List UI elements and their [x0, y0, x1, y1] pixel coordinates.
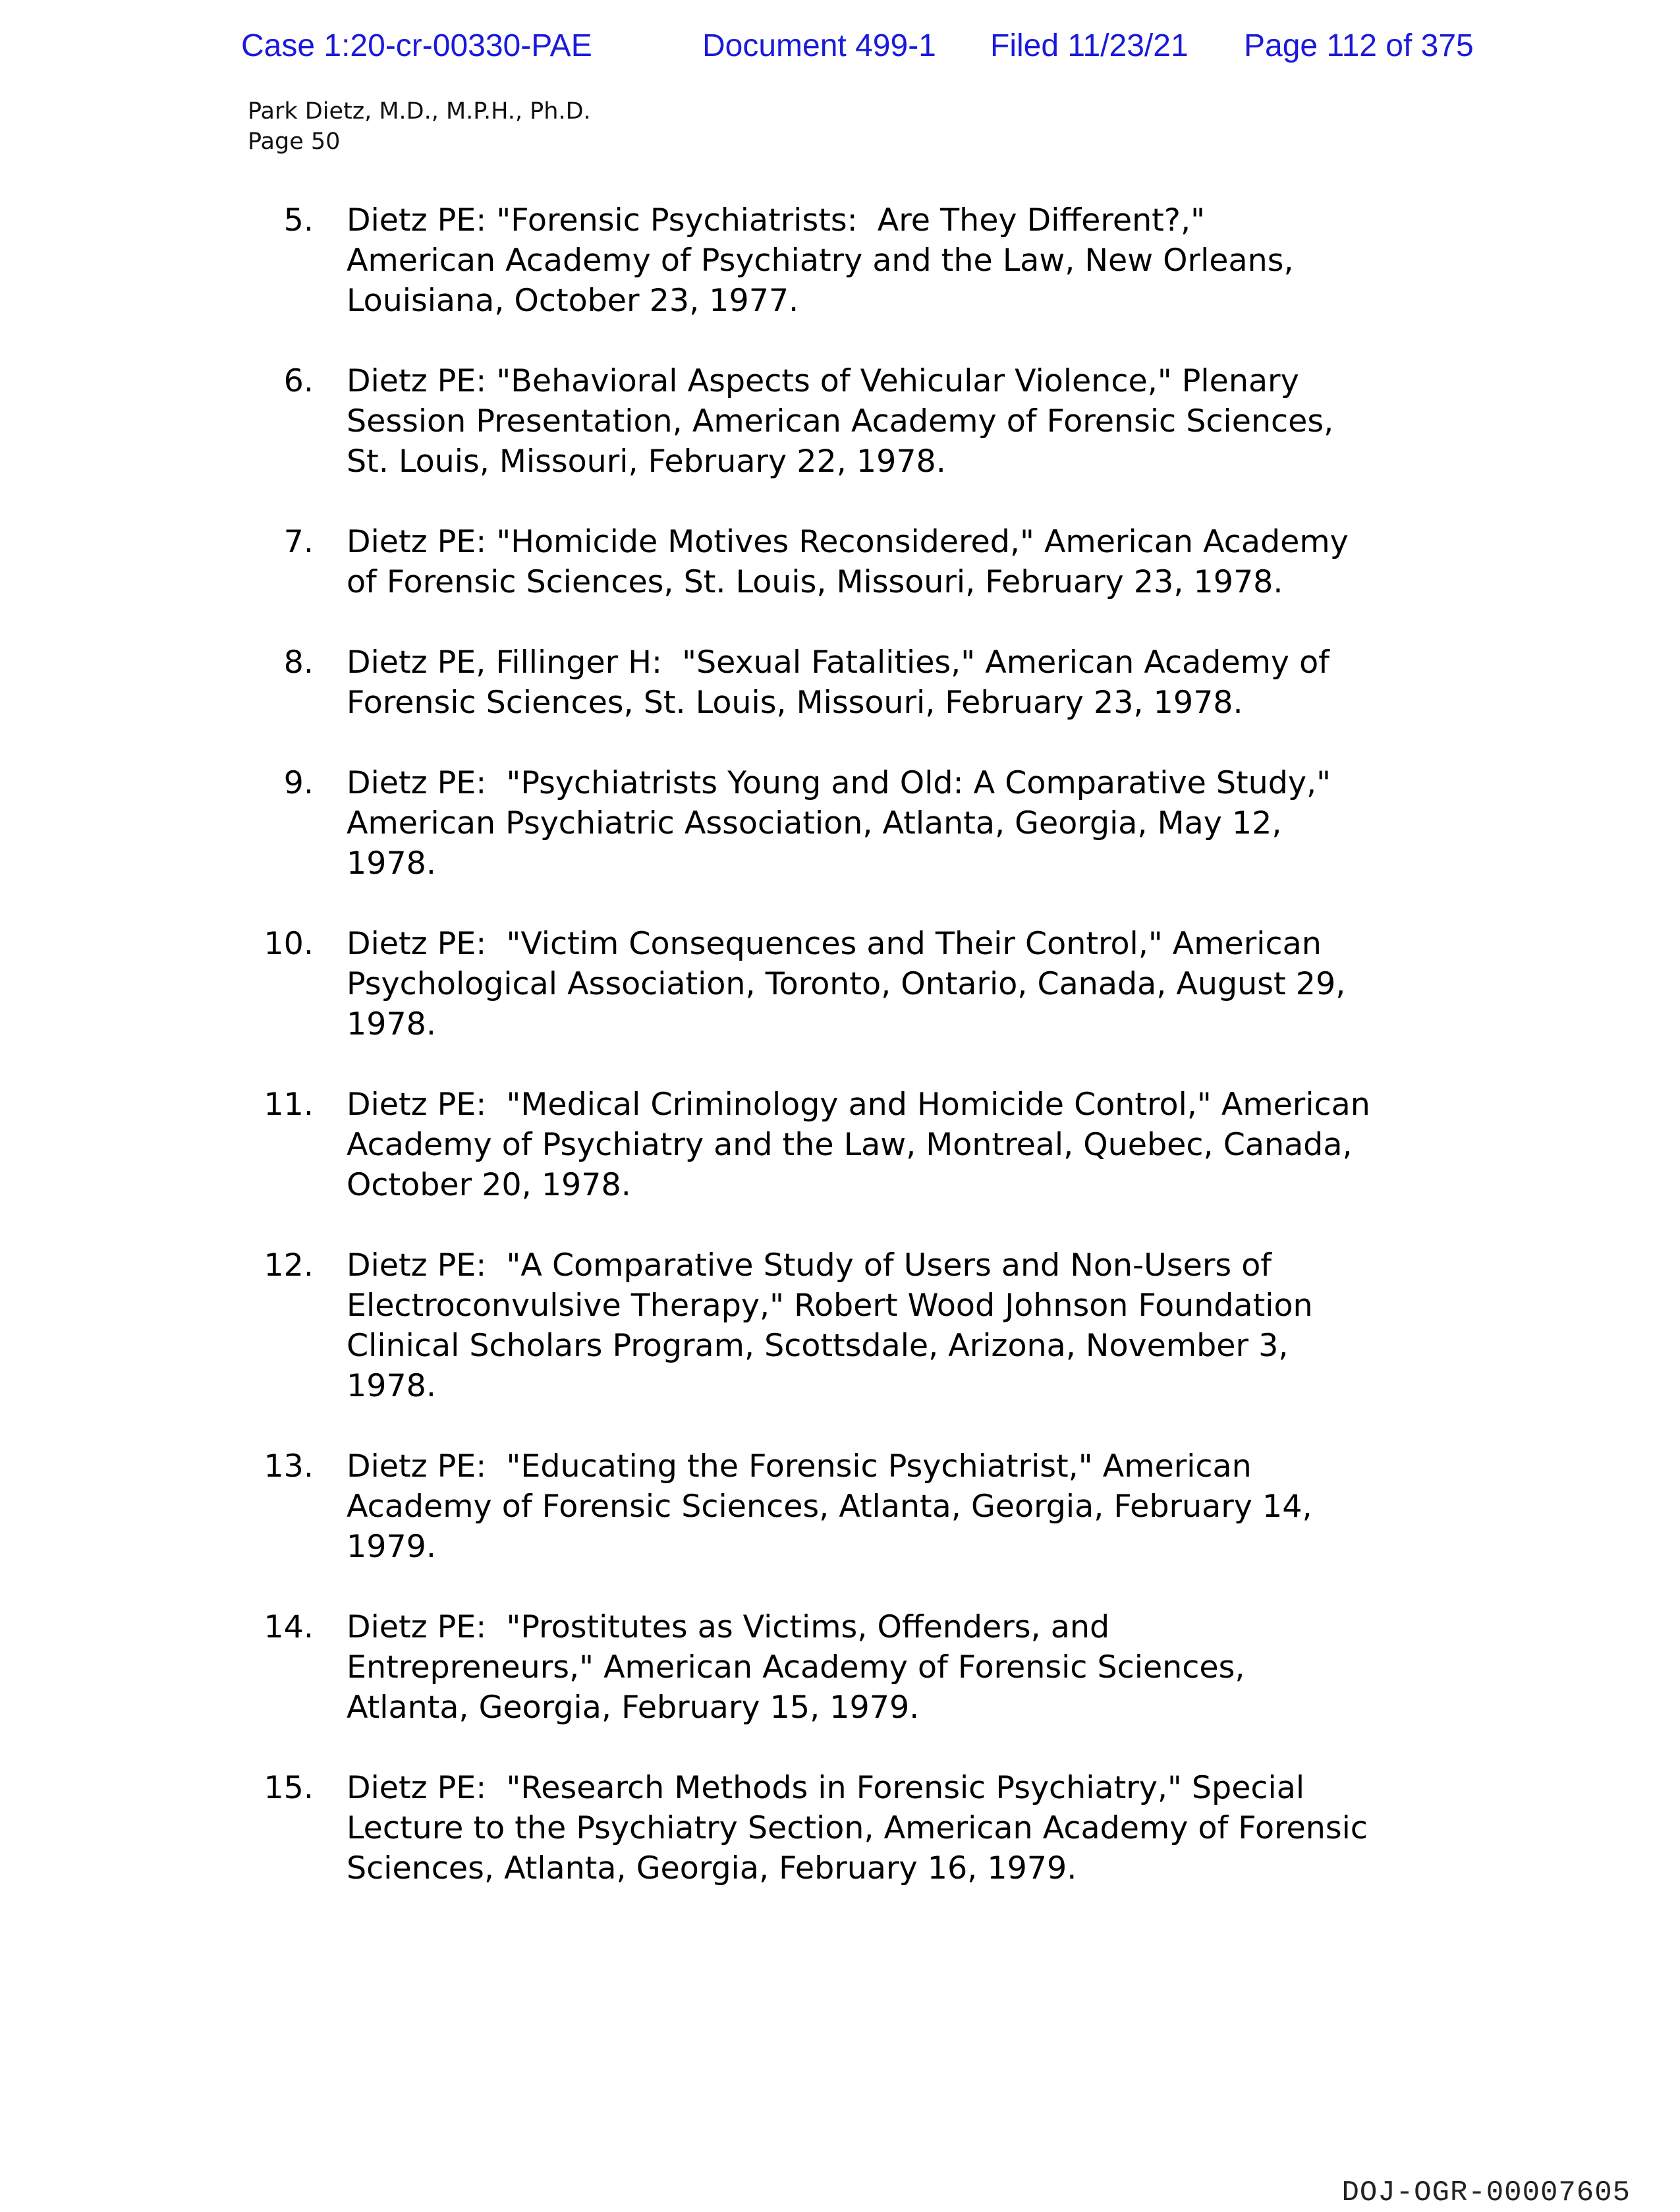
filed-date: Filed 11/23/21: [990, 28, 1189, 63]
citation-line: Clinical Scholars Program, Scottsdale, Arizona, November 3,: [347, 1328, 1289, 1364]
citation-line: American Psychiatric Association, Atlanta, Georgia, May 12,: [347, 805, 1282, 841]
running-head: [248, 96, 591, 157]
item-citation: [347, 1607, 1245, 1728]
citation-line: Entrepreneurs," American Academy of Forensic Sciences,: [347, 1649, 1245, 1686]
item-citation: [347, 200, 1294, 321]
citation-line: of Forensic Sciences, St. Louis, Missouri, February 23, 1978.: [347, 564, 1283, 600]
citation-line: Lecture to the Psychiatry Section, American Academy of Forensic: [347, 1810, 1368, 1846]
list-item: [0, 1446, 1680, 1567]
item-citation: [347, 1446, 1312, 1567]
citation-line: October 20, 1978.: [347, 1167, 631, 1203]
item-citation: [347, 642, 1330, 723]
list-item: [0, 1245, 1680, 1406]
citation-line: Dietz PE: "Forensic Psychiatrists: Are They Different?,": [347, 202, 1205, 239]
item-number: 5.: [283, 202, 314, 239]
list-item: [0, 1085, 1680, 1205]
citation-line: Electroconvulsive Therapy," Robert Wood Johnson Foundation: [347, 1288, 1313, 1324]
citation-line: Forensic Sciences, St. Louis, Missouri, February 23, 1978.: [347, 685, 1243, 721]
citation-line: Atlanta, Georgia, February 15, 1979.: [347, 1689, 920, 1726]
citation-line: Dietz PE: "Research Methods in Forensic Psychiatry," Special: [347, 1770, 1305, 1806]
citation-line: 1978.: [347, 1368, 436, 1404]
citation-line: 1979.: [347, 1529, 436, 1565]
citation-line: Dietz PE: "Educating the Forensic Psychiatrist," American: [347, 1448, 1252, 1485]
list-item: [0, 200, 1680, 321]
item-number: 14.: [264, 1609, 314, 1645]
citation-line: Dietz PE: "Homicide Motives Reconsidered," American Academy: [347, 524, 1349, 560]
item-number: 7.: [283, 524, 314, 560]
citation-line: 1978.: [347, 1006, 436, 1042]
item-number: 13.: [264, 1448, 314, 1485]
stamp-page-count: Page 112 of 375: [1244, 28, 1474, 63]
citation-line: Dietz PE: "Medical Criminology and Homicide Control," American: [347, 1087, 1370, 1123]
citation-line: Sciences, Atlanta, Georgia, February 16, 1979.: [347, 1850, 1077, 1886]
presentation-list: [0, 200, 1680, 1929]
citation-line: Academy of Psychiatry and the Law, Montreal, Quebec, Canada,: [347, 1127, 1353, 1163]
item-number: 6.: [283, 363, 314, 399]
item-citation: [347, 361, 1333, 482]
bates-number: DOJ-OGR-00007605: [1341, 2176, 1631, 2209]
item-citation: [347, 1768, 1368, 1888]
case-number: Case 1:20-cr-00330-PAE: [241, 28, 592, 63]
item-number: 9.: [283, 765, 314, 801]
citation-line: Louisiana, October 23, 1977.: [347, 283, 799, 319]
item-number: 11.: [264, 1087, 314, 1123]
citation-line: Dietz PE: "Psychiatrists Young and Old: A Comparative Study,": [347, 765, 1331, 801]
document-number: Document 499-1: [702, 28, 936, 63]
citation-line: Academy of Forensic Sciences, Atlanta, Georgia, February 14,: [347, 1489, 1312, 1525]
list-item: [0, 763, 1680, 884]
item-citation: [347, 1085, 1370, 1205]
citation-line: Psychological Association, Toronto, Ontario, Canada, August 29,: [347, 966, 1346, 1002]
citation-line: Dietz PE: "Victim Consequences and Their Control," American: [347, 926, 1322, 962]
court-filing-stamp: [241, 28, 1474, 64]
citation-line: 1978.: [347, 845, 436, 882]
cv-page-number: Page 50: [248, 128, 341, 155]
item-citation: [347, 924, 1345, 1044]
list-item: [0, 522, 1680, 602]
author-name: Park Dietz, M.D., M.P.H., Ph.D.: [248, 98, 591, 125]
citation-line: Dietz PE: "Prostitutes as Victims, Offenders, and: [347, 1609, 1110, 1645]
item-citation: [347, 1245, 1313, 1406]
list-item: [0, 1607, 1680, 1728]
list-item: [0, 642, 1680, 723]
citation-line: St. Louis, Missouri, February 22, 1978.: [347, 443, 946, 480]
list-item: [0, 924, 1680, 1044]
list-item: [0, 361, 1680, 482]
citation-line: American Academy of Psychiatry and the Law, New Orleans,: [347, 242, 1294, 279]
citation-line: Session Presentation, American Academy of Forensic Sciences,: [347, 403, 1334, 440]
citation-line: Dietz PE: "Behavioral Aspects of Vehicular Violence," Plenary: [347, 363, 1299, 399]
item-citation: [347, 522, 1349, 602]
item-number: 8.: [283, 644, 314, 681]
citation-line: Dietz PE: "A Comparative Study of Users and Non-Users of: [347, 1247, 1272, 1284]
item-number: 10.: [264, 926, 314, 962]
item-number: 12.: [264, 1247, 314, 1284]
list-item: [0, 1768, 1680, 1888]
citation-line: Dietz PE, Fillinger H: "Sexual Fatalities," American Academy of: [347, 644, 1330, 681]
item-number: 15.: [264, 1770, 314, 1806]
item-citation: [347, 763, 1331, 884]
